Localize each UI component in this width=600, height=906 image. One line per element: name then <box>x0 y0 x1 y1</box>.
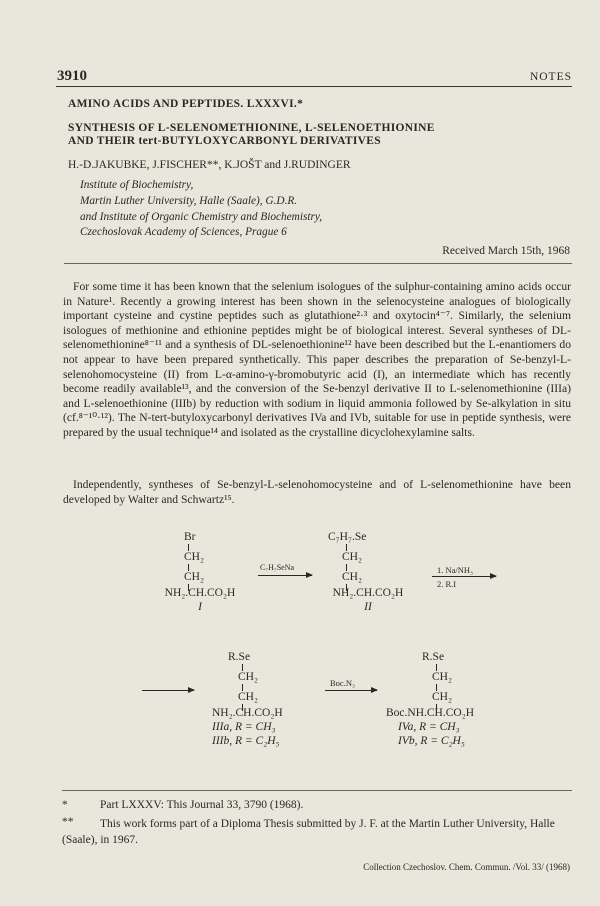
reagent-3: Boc.N₃ <box>330 678 355 688</box>
body-paragraph-1: For some time it has been known that the selenium isologues of the sulphur-containing amino acids occur in Nature¹. Recently a growing interest has been shown in the selenocysteine analogues of biologically important cysteine and cystine peptides such as glutathione²·³ and oxytocin⁴⁻⁷. Similarly, the selenium isologues of methionine and ethionine peptides might be of biological interest. Several syntheses of DL-selenomethionine⁸⁻¹¹ and a synthesis of DL-selenoethionine¹² have been described but the L-enantiomers do not appear to have been prepared synthetically. This paper describes the preparation of Se-benzyl-L-selenohomocysteine (II) from L-α-amino-γ-bromobutyric acid (I), an intermediate which has recently become readily available¹³, and the conversion of the Se-benzyl derivative II to L-selenomethionine (IIIa) and L-selenoethionine (IIIb) by reduction with sodium in liquid ammonia followed by Se-alkylation in situ (cf.⁸⁻¹⁰·¹²). The N-tert-butyloxycarbonyl derivatives IVa and IVb, suitable for use in peptide synthesis, were prepared by the usual technique¹⁴ and isolated as the crystalline dicyclohexylamine salts. <box>63 280 571 439</box>
compound-I-ch2-a: CH₂ <box>184 551 204 563</box>
title-rule <box>64 263 572 264</box>
footnote-1-text: Part LXXXV: This Journal 33, 3790 (1968). <box>100 799 304 811</box>
header-rule <box>56 86 572 87</box>
compound-I <box>150 530 250 614</box>
footnote-1-mark: * <box>62 799 68 811</box>
article-title-3: AND THEIR tert-BUTYLOXYCARBONYL DERIVATIVES <box>68 135 381 147</box>
compound-I-label: I <box>198 601 202 613</box>
affiliation-line: and Institute of Organic Chemistry and Biochemistry, <box>80 210 323 223</box>
bond <box>346 564 347 571</box>
reagent-2a: 1. Na/NH₃ <box>437 565 474 575</box>
compound-III-ch2-a: CH₂ <box>238 671 258 683</box>
compound-III-label-b: IIIb, R = C₂H₅ <box>212 735 280 747</box>
reaction-arrow-continuation <box>142 690 194 691</box>
bond <box>242 664 243 671</box>
compound-III-top: R.Se <box>228 651 251 663</box>
compound-I-top: Br <box>184 531 196 543</box>
bond <box>188 584 189 591</box>
compound-III-base: NH₂.CH.CO₂H <box>212 707 283 719</box>
compound-II-top: C₇H₇.Se <box>328 531 367 543</box>
bond <box>436 704 437 711</box>
compound-IV-label-a: IVa, R = CH₃ <box>398 721 460 733</box>
compound-III <box>212 650 322 748</box>
reaction-arrow-3 <box>325 690 377 691</box>
article-title-2: SYNTHESIS OF L-SELENOMETHIONINE, L-SELENOETHIONINE <box>68 122 435 134</box>
bond <box>242 704 243 711</box>
compound-I-base: NH₂.CH.CO₂H <box>164 587 236 599</box>
bond <box>188 544 189 551</box>
compound-II-label: II <box>364 601 372 613</box>
compound-IV-top: R.Se <box>422 651 445 663</box>
footnote-2-mark: ** <box>62 816 74 828</box>
bond <box>242 684 243 691</box>
received-date: Received March 15th, 1968 <box>442 245 570 257</box>
compound-II <box>318 530 418 614</box>
compound-III-ch2-b: CH₂ <box>238 691 258 703</box>
compound-II-ch2-b: CH₂ <box>342 571 362 583</box>
compound-IV-label-b: IVb, R = C₂H₅ <box>398 735 465 747</box>
compound-IV-base: Boc.NH.CH.CO₂H <box>386 707 475 719</box>
bond <box>346 544 347 551</box>
reaction-arrow-2 <box>432 576 496 577</box>
compound-IV-ch2-a: CH₂ <box>432 671 452 683</box>
compound-II-base: NH₂.CH.CO₂H <box>332 587 404 599</box>
bond <box>436 664 437 671</box>
reagent-2b: 2. R.I <box>437 579 457 589</box>
footnote-2-text: This work forms part of a Diploma Thesis submitted by J. F. at the Martin Luther University, Halle (Saale), in 1967. <box>62 818 555 846</box>
compound-IV-ch2-b: CH₂ <box>432 691 452 703</box>
authors: H.-D.JAKUBKE, J.FISCHER**, K.JOŠT and J.RUDINGER <box>68 159 351 171</box>
article-title-1: AMINO ACIDS AND PEPTIDES. LXXXVI.* <box>68 98 304 110</box>
bond <box>436 684 437 691</box>
bond <box>346 584 347 591</box>
compound-I-ch2-b: CH₂ <box>184 571 204 583</box>
affiliation-line: Czechoslovak Academy of Sciences, Prague 6 <box>80 226 287 239</box>
footnote-rule <box>62 790 572 791</box>
bond <box>188 564 189 571</box>
affiliation <box>80 178 322 241</box>
body-paragraph-2: Independently, syntheses of Se-benzyl-L-selenohomocysteine and of L-selenomethionine have been developed by Walter and Schwartz¹⁵. <box>63 478 571 506</box>
affiliation-line: Institute of Biochemistry, <box>80 179 194 191</box>
reaction-arrow-1 <box>258 575 312 576</box>
section-label: NOTES <box>529 71 572 83</box>
page-number: 3910 <box>57 68 87 84</box>
reagent-1: C₇H₇SeNa <box>260 563 295 572</box>
compound-IV <box>386 650 506 748</box>
journal-footer: Collection Czechoslov. Chem. Commun. /Vol. 33/ (1968) <box>363 862 570 872</box>
compound-II-ch2-a: CH₂ <box>342 551 362 563</box>
compound-III-label-a: IIIa, R = CH₃ <box>212 721 276 733</box>
affiliation-line: Martin Luther University, Halle (Saale), G.D.R. <box>80 194 298 207</box>
